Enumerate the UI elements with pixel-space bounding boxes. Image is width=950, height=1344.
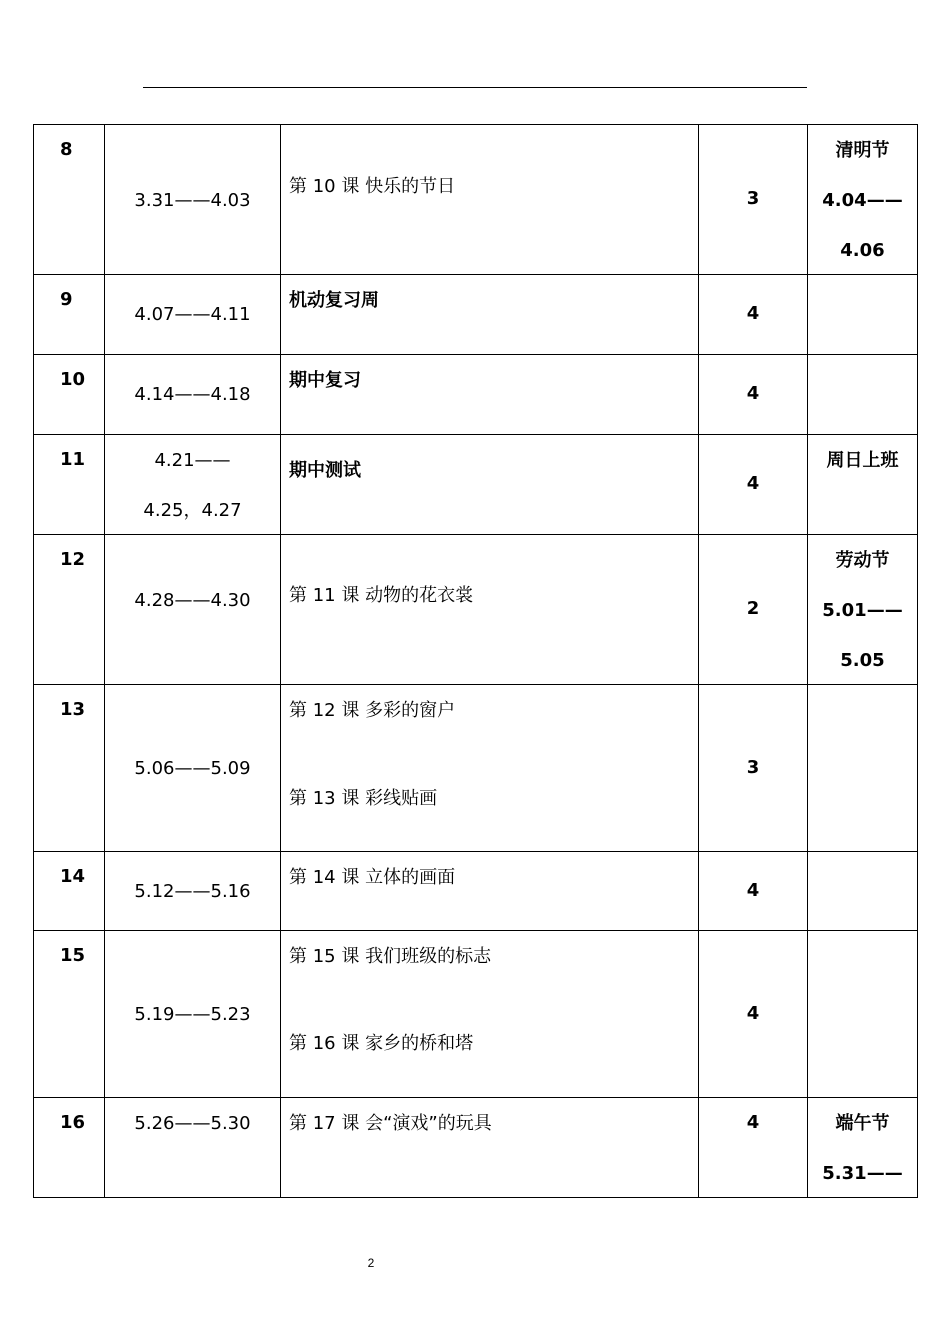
lesson-cell [281,852,699,931]
hours-cell [699,1098,808,1198]
hours-value: 4 [746,383,760,404]
week-number: 13 [60,699,86,720]
table-row [34,685,918,852]
date-cell [105,1098,281,1198]
lesson-cell [281,1098,699,1198]
week-number: 16 [60,1112,86,1133]
hours-cell [699,355,808,435]
table-row [34,355,918,435]
lesson-cell [281,685,699,852]
date-range: 5.26——5.30 [134,1113,251,1134]
lesson-cell [281,435,699,535]
date-cell [105,852,281,931]
lesson-cell [281,125,699,275]
date-range-end: 4.25，4.27 [143,500,242,521]
note-cell [808,685,918,852]
week-cell [34,852,105,931]
hours-cell [699,535,808,685]
lesson-title: 第 10 课 快乐的节日 [289,176,456,197]
note-cell [808,435,918,535]
note-holiday: 清明节 [835,140,890,161]
lesson-cell [281,275,699,355]
schedule-table [33,124,918,1198]
table-row [34,1098,918,1198]
note-holiday-start: 4.04—— [822,190,903,211]
date-cell [105,685,281,852]
hours-value: 4 [746,1112,760,1133]
week-number: 12 [60,549,86,570]
note-cell [808,535,918,685]
lesson-cell [281,535,699,685]
date-range: 5.12——5.16 [134,881,251,902]
date-cell [105,125,281,275]
note-cell [808,355,918,435]
date-cell [105,931,281,1098]
note-holiday-start: 5.01—— [822,600,903,621]
date-range-start: 4.21—— [154,450,231,471]
week-cell [34,1098,105,1198]
note-holiday: 劳动节 [835,550,890,571]
week-number: 11 [60,449,86,470]
note-cell [808,275,918,355]
hours-value: 2 [746,598,760,619]
date-cell [105,275,281,355]
week-number: 14 [60,866,86,887]
note-holiday-end: 5.05 [840,650,885,671]
date-cell [105,355,281,435]
note-workday: 周日上班 [826,450,899,471]
week-cell [34,355,105,435]
lesson-title: 第 16 课 家乡的桥和塔 [289,1033,474,1054]
date-range: 5.19——5.23 [134,1004,251,1025]
table-row [34,931,918,1098]
hours-value: 3 [746,757,760,778]
page-number: 2 [367,1256,375,1270]
note-holiday-start: 5.31—— [822,1163,903,1184]
note-holiday-end: 4.06 [840,240,885,261]
lesson-title: 第 14 课 立体的画面 [289,867,456,888]
lesson-title: 第 13 课 彩线贴画 [289,788,438,809]
hours-cell [699,125,808,275]
hours-value: 3 [746,188,760,209]
hours-value: 4 [746,473,760,494]
note-cell [808,852,918,931]
note-cell [808,125,918,275]
week-number: 9 [60,289,73,310]
week-number: 10 [60,369,86,390]
table-row [34,852,918,931]
hours-value: 4 [746,303,760,324]
hours-value: 4 [746,880,760,901]
table-row [34,125,918,275]
date-range: 3.31——4.03 [134,190,251,211]
lesson-title: 机动复习周 [289,290,379,311]
lesson-title: 期中复习 [289,370,361,391]
week-cell [34,685,105,852]
date-cell [105,435,281,535]
lesson-cell [281,355,699,435]
hours-cell [699,435,808,535]
date-cell [105,535,281,685]
date-range: 4.28——4.30 [134,590,251,611]
week-cell [34,125,105,275]
week-cell [34,435,105,535]
lesson-title: 第 11 课 动物的花衣裳 [289,585,474,606]
week-number: 8 [60,139,73,160]
hours-cell [699,275,808,355]
lesson-title: 期中测试 [289,460,361,481]
hours-cell [699,931,808,1098]
week-cell [34,275,105,355]
week-cell [34,931,105,1098]
lesson-title: 第 15 课 我们班级的标志 [289,946,492,967]
table-row [34,275,918,355]
week-cell [34,535,105,685]
hours-cell [699,852,808,931]
lesson-title: 第 12 课 多彩的窗户 [289,700,456,721]
week-number: 15 [60,945,86,966]
date-range: 5.06——5.09 [134,758,251,779]
hours-cell [699,685,808,852]
header-rule [143,87,807,88]
lesson-cell [281,931,699,1098]
hours-value: 4 [746,1003,760,1024]
table-row [34,535,918,685]
table-row [34,435,918,535]
date-range: 4.07——4.11 [134,304,251,325]
note-cell [808,1098,918,1198]
date-range: 4.14——4.18 [134,384,251,405]
note-holiday: 端午节 [835,1113,890,1134]
lesson-title: 第 17 课 会“演戏”的玩具 [289,1113,492,1134]
note-cell [808,931,918,1098]
